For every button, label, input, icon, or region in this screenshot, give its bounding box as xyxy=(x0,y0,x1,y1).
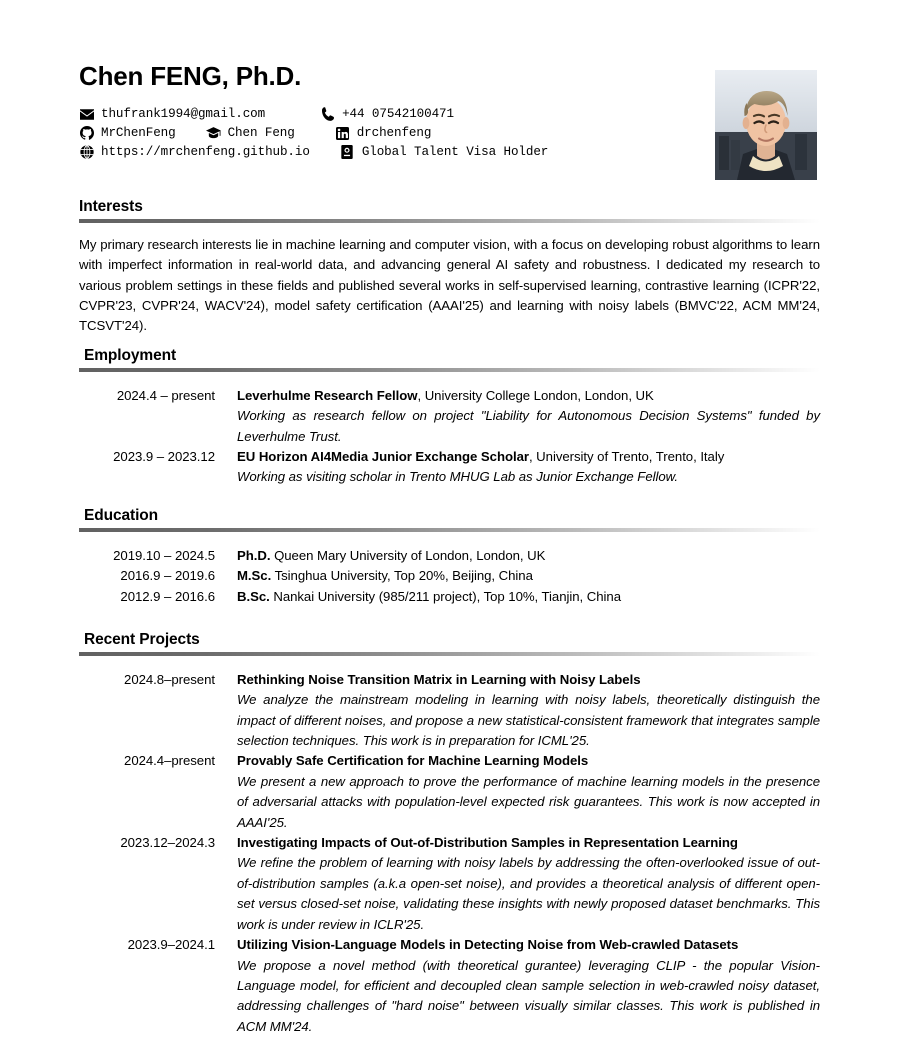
section-employment xyxy=(0,347,899,488)
entry-date: 2016.9 – 2019.6 xyxy=(120,568,215,584)
project-entry xyxy=(0,751,899,833)
education-entries xyxy=(0,546,899,607)
contact-row xyxy=(79,124,819,143)
interests-paragraph: My primary research interests lie in machine learning and computer vision, with a focus on developing robust algorithms to learn with imperfect information in real-world data, and advancing general AI safety and robustness. I dedicated my research to various problem settings in these fields and published several works in self-supervised learning, contrastive learning (ICPR'22, CVPR'23, CVPR'24, WACV'24), model safety certification (AAAI'25) and learning with noisy labels (BMVC'22, ACM MM'24, TCSVT'24). xyxy=(79,236,820,334)
project-entries xyxy=(0,670,899,1037)
entry-body xyxy=(237,833,820,935)
cv-header xyxy=(79,62,819,162)
entry-date: 2024.4 – present xyxy=(116,387,215,403)
avatar xyxy=(715,70,817,180)
employment-entry xyxy=(0,447,899,488)
employment-entry xyxy=(0,386,899,447)
entry-date: 2012.9 – 2016.6 xyxy=(120,588,215,604)
employment-title: EU Horizon AI4Media Junior Exchange Scholar, University of Trento, Trento, Italy xyxy=(237,449,725,465)
github-icon xyxy=(79,126,94,140)
page-title: Chen FENG, Ph.D. xyxy=(79,61,302,91)
project-description: We propose a novel method (with theoretical gurantee) leveraging CLIP - the popular Vision-Language model, for efficient and decoupled clean sample selection in web-crawled noisy dataset, addressing challenges of "hard noise" between visually similar classes. This work is published in ACM MM'24. xyxy=(237,957,820,1034)
project-title: Provably Safe Certification for Machine Learning Models xyxy=(237,753,589,769)
project-description: We present a new approach to prove the performance of machine learning models in the presence of adversarial attacks with population-level expected risk guarantees. This work is now accepted in AAAI'25. xyxy=(237,773,820,830)
employment-title: Leverhulme Research Fellow, University College London, London, UK xyxy=(237,387,654,403)
graduation-cap-icon xyxy=(206,126,221,140)
entry-body xyxy=(237,751,820,833)
passport-icon xyxy=(340,145,355,159)
employment-description: Working as research fellow on project "Liability for Autonomous Decision Systems" funded by Leverhulme Trust. xyxy=(237,408,820,444)
entry-body xyxy=(237,670,820,752)
portrait-photo-icon xyxy=(715,70,817,180)
project-title: Rethinking Noise Transition Matrix in Learning with Noisy Labels xyxy=(237,671,641,687)
contact-item-linkedin[interactable] xyxy=(335,124,432,143)
employment-affiliation: , University College London, London, UK xyxy=(417,387,654,403)
employment-description: Working as visiting scholar in Trento MHUG Lab as Junior Exchange Fellow. xyxy=(237,469,679,485)
section-interests xyxy=(0,198,899,337)
education-line xyxy=(237,546,820,566)
section-divider xyxy=(79,368,820,372)
entry-date: 2023.9–2024.1 xyxy=(127,937,215,953)
employment-entries xyxy=(0,386,899,488)
education-degree: M.Sc. xyxy=(237,568,272,584)
education-line xyxy=(237,566,820,586)
section-heading-education: Education xyxy=(84,507,159,524)
contact-row xyxy=(79,143,819,162)
section-divider xyxy=(79,652,820,656)
project-entry xyxy=(0,935,899,1037)
entry-body xyxy=(237,447,820,488)
employment-affiliation: , University of Trento, Trento, Italy xyxy=(528,449,725,465)
globe-icon xyxy=(79,145,94,159)
section-heading-employment: Employment xyxy=(84,347,177,364)
contact-label: drchenfeng xyxy=(356,125,432,140)
entry-date: 2024.4–present xyxy=(124,753,215,769)
entry-date: 2023.12–2024.3 xyxy=(120,835,215,851)
contact-item-passport[interactable] xyxy=(340,143,548,162)
section-heading-recent-projects: Recent Projects xyxy=(84,631,200,648)
phone-icon xyxy=(320,107,335,121)
education-entry xyxy=(0,587,899,607)
envelope-icon xyxy=(79,107,94,121)
entry-body xyxy=(237,566,820,586)
education-detail: Tsinghua University, Top 20%, Beijing, China xyxy=(271,568,533,584)
education-entry xyxy=(0,546,899,566)
contact-label: https://mrchenfeng.github.io xyxy=(101,144,310,159)
contact-item-phone[interactable] xyxy=(320,105,454,124)
contact-item-github[interactable] xyxy=(79,124,176,143)
contact-label: Global Talent Visa Holder xyxy=(361,144,549,159)
section-divider xyxy=(79,219,820,223)
project-description: We refine the problem of learning with noisy labels by addressing the often-overlooked issue of out-of-distribution samples (a.k.a open-set noise), and provides a theoretical analysis of different open-set versus closed-set noise, validating these insights with newly proposed dataset benchmarks. This work is under review in ICLR'25. xyxy=(237,855,820,932)
contact-label: MrChenFeng xyxy=(101,125,176,140)
education-degree: B.Sc. xyxy=(237,588,270,604)
contact-item-graduation-cap[interactable] xyxy=(206,124,295,143)
project-entry xyxy=(0,833,899,935)
entry-body xyxy=(237,935,820,1037)
contact-row xyxy=(79,105,819,124)
linkedin-icon xyxy=(335,126,350,140)
entry-body xyxy=(237,546,820,566)
entry-date: 2019.10 – 2024.5 xyxy=(113,547,215,563)
contact-label: thufrank1994@gmail.com xyxy=(101,106,266,121)
section-recent-projects xyxy=(0,631,899,1037)
project-entry xyxy=(0,670,899,752)
education-line xyxy=(237,587,820,607)
entry-date: 2023.9 – 2023.12 xyxy=(113,449,215,465)
entry-date: 2024.8–present xyxy=(124,671,215,687)
contact-item-envelope[interactable] xyxy=(79,105,265,124)
section-education xyxy=(0,507,899,607)
education-detail: Queen Mary University of London, London, UK xyxy=(270,547,546,563)
project-description: We analyze the mainstream modeling in learning with noisy labels, theoretically distinguish the impact of different noises, and propose a new statistical-consistent framework that integrates sample selection techniques. This work is in preparation for ICML'25. xyxy=(237,692,820,749)
education-entry xyxy=(0,566,899,586)
section-divider xyxy=(79,528,820,532)
project-title: Investigating Impacts of Out-of-Distribution Samples in Representation Learning xyxy=(237,835,738,851)
entry-body xyxy=(237,386,820,447)
contact-label: Chen Feng xyxy=(227,125,295,140)
section-heading-interests: Interests xyxy=(79,198,143,215)
contact-label: +44 07542100471 xyxy=(342,106,454,121)
entry-body xyxy=(237,587,820,607)
contact-item-globe[interactable] xyxy=(79,143,310,162)
project-title: Utilizing Vision-Language Models in Detecting Noise from Web-crawled Datasets xyxy=(237,937,739,953)
education-degree: Ph.D. xyxy=(237,547,271,563)
contact-block xyxy=(79,105,819,162)
education-detail: Nankai University (985/211 project), Top 10%, Tianjin, China xyxy=(269,588,621,604)
